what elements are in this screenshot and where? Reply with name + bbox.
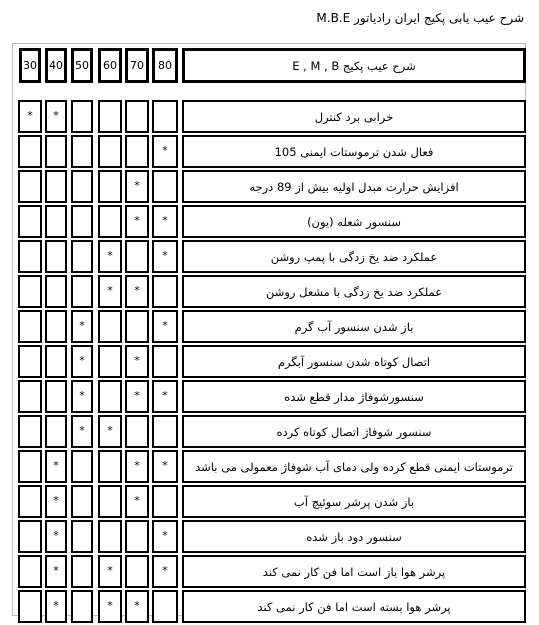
mark-cell-40: * [45,450,67,483]
mark-cell-60: * [98,590,122,623]
mark-cell-30 [18,485,42,518]
mark-cell-40: * [45,485,67,518]
mark-cell-40 [45,240,67,273]
mark-cell-70 [125,100,149,133]
mark-cell-40 [45,205,67,238]
mark-cell-80: * [152,380,178,413]
table-row [14,450,526,485]
mark-cell-50: * [71,380,93,413]
mark-cell-70 [125,310,149,343]
mark-cell-80: * [152,450,178,483]
mark-cell-30 [18,450,42,483]
table-row [14,345,526,380]
mark-cell-60 [98,100,122,133]
mark-cell-40 [45,380,67,413]
mark-cell-40: * [45,520,67,553]
mark-cell-40: * [45,555,67,588]
fault-description: سنسور شعله (یون) [182,205,526,238]
table-row [14,205,526,240]
mark-cell-50 [71,135,93,168]
mark-cell-60 [98,135,122,168]
mark-cell-30 [18,520,42,553]
fault-description: ترموستات ایمنی قطع کرده ولی دمای آب شوفاژ معمولی می باشد [182,450,526,483]
mark-cell-70 [125,415,149,448]
mark-cell-70 [125,520,149,553]
table-row [14,240,526,275]
table-row [14,485,526,520]
column-header-30: 30 [19,48,41,83]
mark-cell-50 [71,450,93,483]
mark-cell-80 [152,100,178,133]
mark-cell-60 [98,345,122,378]
fault-description: سنسور شوفاژ اتصال کوتاه کرده [182,415,526,448]
mark-cell-50 [71,485,93,518]
column-header-70: 70 [125,48,149,83]
fault-description: پرشر هوا بسته است اما فن کار نمی کند [182,590,526,623]
mark-cell-50 [71,100,93,133]
mark-cell-50: * [71,415,93,448]
mark-cell-30 [18,380,42,413]
description-header: شرح عیب پکیج E , M , B [182,48,526,83]
mark-cell-30: * [18,100,42,133]
mark-cell-70: * [125,170,149,203]
mark-cell-80 [152,485,178,518]
mark-cell-50 [71,275,93,308]
mark-cell-80: * [152,205,178,238]
mark-cell-80: * [152,310,178,343]
mark-cell-40: * [45,590,67,623]
mark-cell-80: * [152,240,178,273]
fault-description: باز شدن پرشر سوئیچ آب [182,485,526,518]
mark-cell-50 [71,205,93,238]
mark-cell-70: * [125,205,149,238]
mark-cell-80 [152,275,178,308]
mark-cell-70: * [125,275,149,308]
mark-cell-70: * [125,485,149,518]
fault-description: فعال شدن ترموستات ایمنی 105 [182,135,526,168]
mark-cell-50 [71,170,93,203]
fault-description: سنسورشوفاژ مدار قطع شده [182,380,526,413]
mark-cell-60 [98,170,122,203]
fault-description: پرشر هوا باز است اما فن کار نمی کند [182,555,526,588]
table-row [14,135,526,170]
mark-cell-70 [125,135,149,168]
mark-cell-40: * [45,100,67,133]
mark-cell-40 [45,135,67,168]
fault-description: خرابی برد کنترل [182,100,526,133]
mark-cell-30 [18,345,42,378]
mark-cell-40 [45,345,67,378]
mark-cell-40 [45,275,67,308]
header-row [14,48,526,83]
mark-cell-70: * [125,590,149,623]
table-row [14,520,526,555]
mark-cell-50 [71,590,93,623]
mark-cell-30 [18,310,42,343]
mark-cell-40 [45,170,67,203]
table-row [14,415,526,450]
table-row [14,275,526,310]
mark-cell-60 [98,450,122,483]
fault-description: باز شدن سنسور آب گرم [182,310,526,343]
mark-cell-80: * [152,135,178,168]
mark-cell-80 [152,170,178,203]
mark-cell-60 [98,310,122,343]
fault-description: افزایش حرارت مبدل اولیه بیش از 89 درجه [182,170,526,203]
mark-cell-80 [152,345,178,378]
mark-cell-50 [71,520,93,553]
fault-description: اتصال کوتاه شدن سنسور آبگرم [182,345,526,378]
mark-cell-40 [45,415,67,448]
mark-cell-80: * [152,520,178,553]
table-row [14,555,526,590]
mark-cell-30 [18,170,42,203]
column-header-80: 80 [152,48,178,83]
mark-cell-30 [18,135,42,168]
column-header-40: 40 [45,48,67,83]
mark-cell-50: * [71,310,93,343]
mark-cell-70: * [125,450,149,483]
mark-cell-80 [152,590,178,623]
table-row [14,380,526,415]
mark-cell-50 [71,555,93,588]
mark-cell-30 [18,275,42,308]
mark-cell-60 [98,485,122,518]
column-header-60: 60 [98,48,122,83]
mark-cell-70 [125,555,149,588]
mark-cell-60: * [98,415,122,448]
mark-cell-80: * [152,555,178,588]
mark-cell-50 [71,240,93,273]
mark-cell-40 [45,310,67,343]
mark-cell-70: * [125,380,149,413]
mark-cell-60: * [98,555,122,588]
mark-cell-30 [18,555,42,588]
table-row [14,310,526,345]
table-row [14,590,526,625]
mark-cell-70: * [125,345,149,378]
mark-cell-80 [152,415,178,448]
mark-cell-60 [98,205,122,238]
mark-cell-30 [18,205,42,238]
fault-description: عملکرد ضد یخ زدگی با پمپ روشن [182,240,526,273]
mark-cell-30 [18,590,42,623]
page-title: شرح عیب یابی پکیج ایران رادیاتور M.B.E [316,11,524,25]
mark-cell-60: * [98,275,122,308]
mark-cell-50: * [71,345,93,378]
table-row [14,170,526,205]
column-header-50: 50 [71,48,93,83]
table-row [14,100,526,135]
mark-cell-60 [98,380,122,413]
fault-description: سنسور دود باز شده [182,520,526,553]
mark-cell-30 [18,415,42,448]
fault-description: عملکرد ضد یخ زدگی با مشعل روشن [182,275,526,308]
mark-cell-70 [125,240,149,273]
mark-cell-60 [98,520,122,553]
mark-cell-30 [18,240,42,273]
mark-cell-60: * [98,240,122,273]
